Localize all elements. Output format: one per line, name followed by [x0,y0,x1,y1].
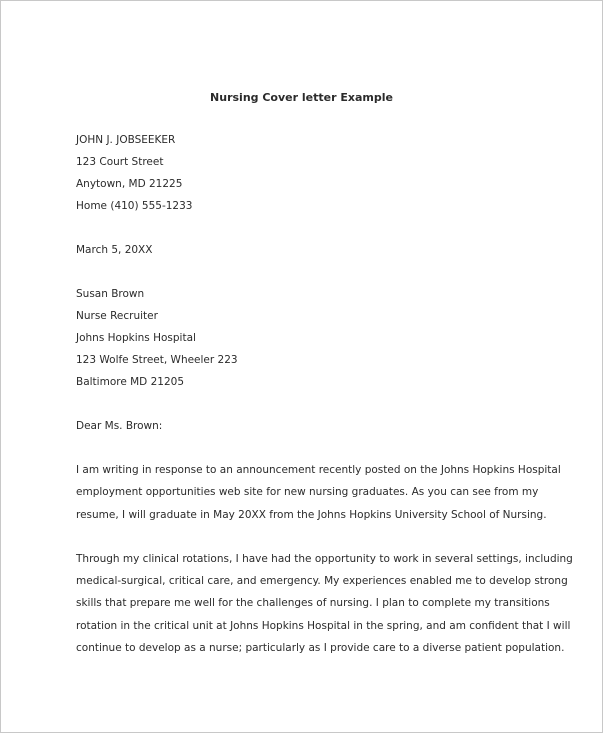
paragraph-line: resume, I will graduate in May 20XX from the Johns Hopkins University School of Nursing. [76,508,547,521]
paragraph-line: rotation in the critical unit at Johns Hopkins Hospital in the spring, and am confident that I will [76,619,571,632]
paragraph-line: continue to develop as a nurse; particularly as I provide care to a diverse patient population. [76,642,565,655]
sender-city: Anytown, MD 21225 [76,178,183,190]
recipient-title: Nurse Recruiter [76,310,158,322]
paragraph-line: skills that prepare me well for the challenges of nursing. I plan to complete my transitions [76,597,550,610]
sender-street: 123 Court Street [76,156,164,168]
spacer [76,261,546,283]
recipient-organization: Johns Hopkins Hospital [76,332,196,344]
salutation: Dear Ms. Brown: [76,420,163,432]
letter-body [76,129,573,659]
paragraph-line: I am writing in response to an announcement recently posted on the Johns Hopkins Hospital [76,464,561,476]
recipient-street: 123 Wolfe Street, Wheeler 223 [76,354,238,366]
spacer [76,217,546,239]
spacer [76,526,546,548]
sender-address [76,129,546,217]
spacer [76,437,546,459]
sender-name: JOHN J. JOBSEEKER [76,134,176,146]
paragraph-line: employment opportunities web site for new nursing graduates. As you can see from my [76,486,539,499]
paragraph-1 [76,459,561,526]
recipient-city: Baltimore MD 21205 [76,376,185,388]
paragraph-line: Through my clinical rotations, I have had the opportunity to work in several settings, including [76,552,573,565]
letter-date: March 5, 20XX [76,244,153,256]
recipient-address [76,283,546,393]
document-title: Nursing Cover letter Example [210,91,393,104]
sender-phone: Home (410) 555-1233 [76,200,193,212]
paragraph-2 [76,548,573,659]
spacer [76,393,546,415]
paragraph-line: medical-surgical, critical care, and emergency. My experiences enabled me to develop strong [76,575,568,588]
recipient-name: Susan Brown [76,288,145,300]
